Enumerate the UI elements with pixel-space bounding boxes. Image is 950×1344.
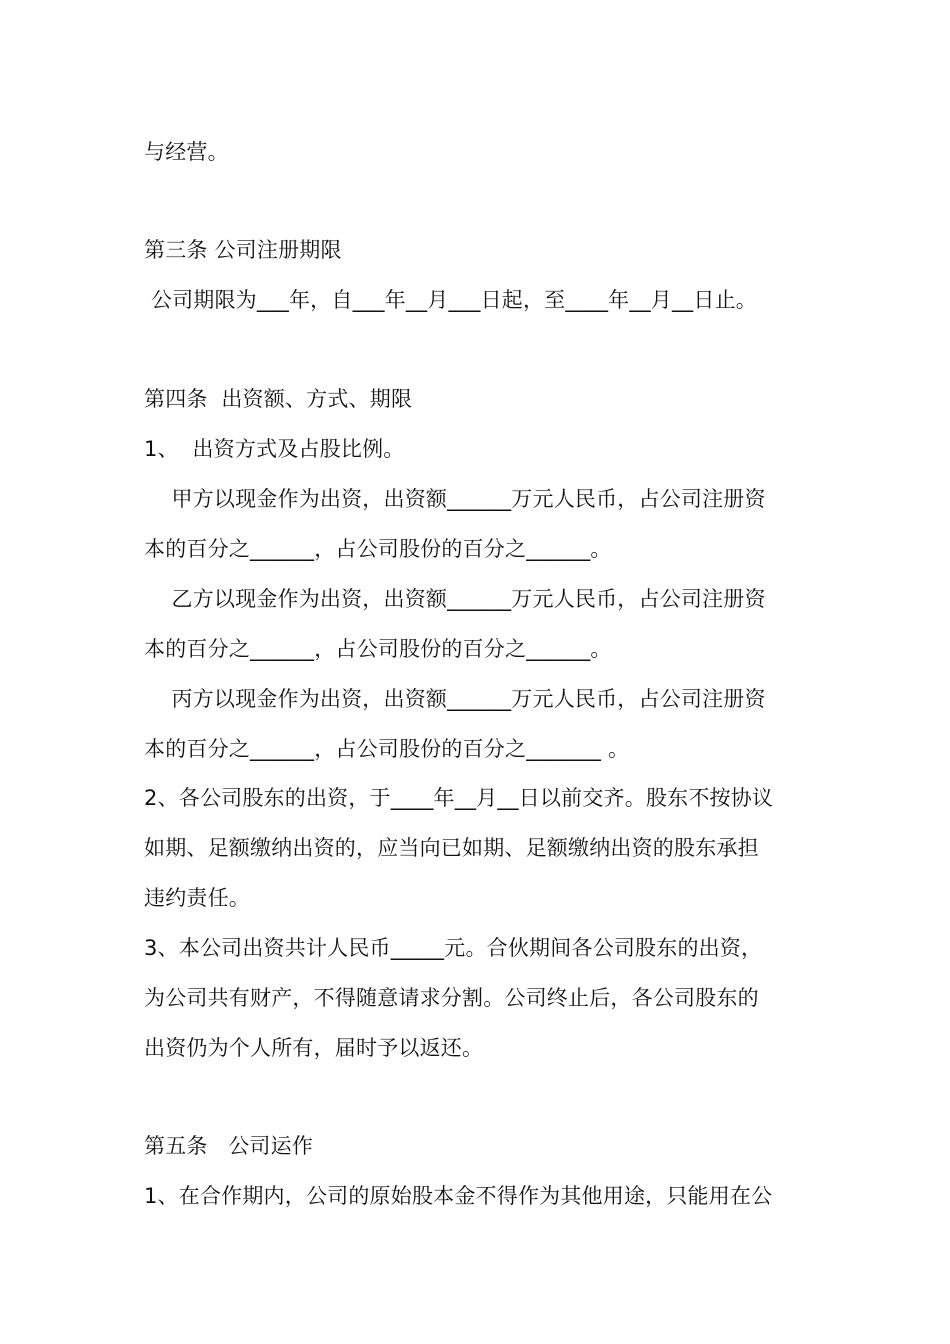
section-heading-article-5: 第五条 公司运作 bbox=[144, 1134, 314, 1158]
text-line: 公司期限为___年，自___年__月___日起，至____年__月__日止。 bbox=[144, 288, 757, 312]
text-line: 本的百分之______，占公司股份的百分之______。 bbox=[144, 537, 612, 561]
text-line: 如期、足额缴纳出资的，应当向已如期、足额缴纳出资的股东承担 bbox=[144, 836, 759, 860]
text-line: 与经营。 bbox=[144, 140, 229, 164]
text-line: 乙方以现金作为出资，出资额______万元人民币，占公司注册资 bbox=[144, 587, 766, 611]
text-line: 出资仍为个人所有，届时予以返还。 bbox=[144, 1036, 484, 1060]
text-line: 2、各公司股东的出资，于____年__月__日以前交齐。股东不按协议 bbox=[144, 786, 774, 810]
section-heading-article-4: 第四条 出资额、方式、期限 bbox=[144, 387, 413, 411]
text-line: 本的百分之______，占公司股份的百分之______。 bbox=[144, 637, 612, 661]
section-heading-article-3: 第三条 公司注册期限 bbox=[144, 238, 342, 262]
text-line: 本的百分之______，占公司股份的百分之_______ 。 bbox=[144, 737, 630, 761]
text-line: 1、 出资方式及占股比例。 bbox=[144, 437, 405, 461]
text-line: 为公司共有财产，不得随意请求分割。公司终止后，各公司股东的 bbox=[144, 986, 759, 1010]
text-line: 甲方以现金作为出资，出资额______万元人民币，占公司注册资 bbox=[144, 487, 766, 511]
text-line: 1、在合作期内，公司的原始股本金不得作为其他用途，只能用在公 bbox=[144, 1184, 773, 1208]
text-line: 3、本公司出资共计人民币_____元。合伙期间各公司股东的出资， bbox=[144, 936, 763, 960]
text-line: 丙方以现金作为出资，出资额______万元人民币，占公司注册资 bbox=[144, 687, 766, 711]
text-line: 违约责任。 bbox=[144, 886, 250, 910]
